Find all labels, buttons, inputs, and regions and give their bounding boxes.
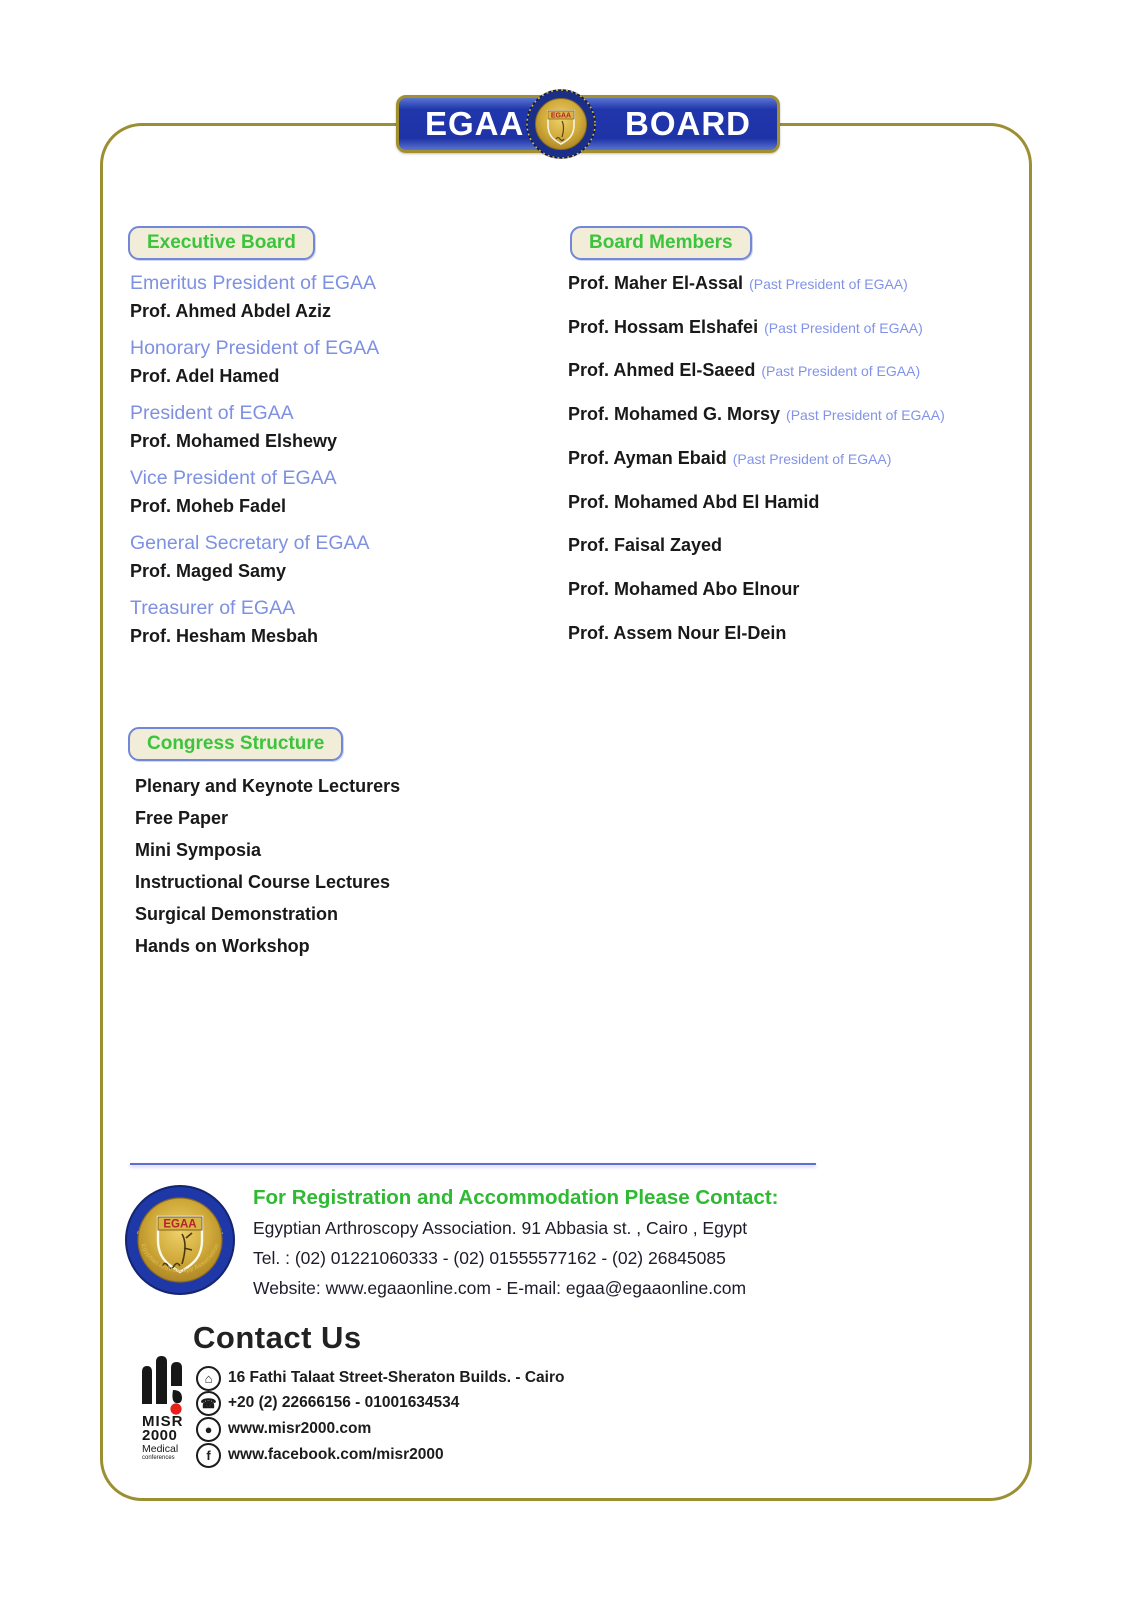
member-row [568, 579, 799, 600]
misr-2000-text: 2000 [142, 1427, 178, 1444]
member-row [568, 360, 920, 381]
person-name: Prof. Ahmed Abdel Aziz [130, 301, 332, 321]
past-president-note: (Past President of EGAA) [732, 451, 892, 467]
phone-icon: ☎ [196, 1391, 221, 1416]
logo-arc-text: Egyptian Arthroscopy Association [139, 1242, 221, 1275]
registration-phones: Tel. : (02) 01221060333 - (02) 01555577162 - (02) 26845085 [253, 1248, 726, 1268]
banner-logo-egaa-text: EGAA [550, 112, 572, 120]
section-label-congress-structure: Congress Structure [128, 727, 343, 761]
separator-line [130, 1163, 816, 1165]
house-icon: ⌂ [196, 1366, 221, 1391]
person-name: Prof. Ahmed El-Saeed [568, 360, 756, 380]
contact-us-title: Contact Us [193, 1320, 362, 1355]
globe-icon: ● [196, 1417, 221, 1442]
registration-heading: For Registration and Accommodation Please Contact: [253, 1186, 779, 1209]
egaa-association-logo [124, 1184, 236, 1296]
egaa-logo-icon [526, 89, 596, 159]
misr-conferences-text: conferences [142, 1455, 175, 1461]
registration-web-email: Website: www.egaaonline.com - E-mail: egaa@egaaonline.com [253, 1278, 747, 1298]
person-name: Prof. Mohamed G. Morsy [568, 404, 781, 424]
past-president-note: (Past President of EGAA) [764, 320, 923, 336]
role-label: President of EGAA [130, 402, 294, 424]
role-label: Vice President of EGAA [130, 467, 337, 489]
logo-egaa-text: EGAA [163, 1218, 197, 1231]
person-name: Prof. Ayman Ebaid [568, 448, 727, 468]
section-label-board-members: Board Members [570, 226, 752, 260]
congress-item: Instructional Course Lectures [135, 872, 391, 892]
misr-text: MISR [142, 1413, 184, 1430]
person-name: Prof. Faisal Zayed [568, 535, 723, 555]
past-president-note: (Past President of EGAA) [761, 363, 921, 379]
registration-address: Egyptian Arthroscopy Association. 91 Abbasia st. , Cairo , Egypt [253, 1218, 748, 1238]
role-label: Emeritus President of EGAA [130, 272, 377, 294]
person-name: Prof. Adel Hamed [130, 366, 280, 386]
congress-item: Mini Symposia [135, 840, 262, 860]
person-name: Prof. Assem Nour El-Dein [568, 623, 787, 643]
congress-item: Plenary and Keynote Lecturers [135, 776, 401, 796]
contact-facebook: www.facebook.com/misr2000 [228, 1446, 444, 1463]
person-name: Prof. Moheb Fadel [130, 496, 287, 516]
banner-board-label: BOARD [625, 105, 751, 142]
contact-address: 16 Fathi Talaat Street-Sheraton Builds. - Cairo [228, 1369, 565, 1386]
member-row [568, 535, 722, 556]
past-president-note: (Past President of EGAA) [749, 276, 908, 292]
member-row [568, 317, 923, 338]
role-label: General Secretary of EGAA [130, 532, 370, 554]
facebook-icon: f [196, 1443, 221, 1468]
role-label: Treasurer of EGAA [130, 597, 296, 619]
person-name: Prof. Mohamed Abo Elnour [568, 579, 800, 599]
misr2000-logo [140, 1356, 194, 1462]
role-label: Honorary President of EGAA [130, 337, 380, 359]
person-name: Prof. Maged Samy [130, 561, 287, 581]
banner-egaa-label: EGAA [425, 105, 525, 142]
congress-item: Surgical Demonstration [135, 904, 339, 924]
member-row [568, 492, 819, 513]
person-name: Prof. Maher El-Assal [568, 273, 744, 293]
congress-item: Hands on Workshop [135, 936, 310, 956]
misr-medical-text: Medical [142, 1443, 179, 1455]
contact-phone: +20 (2) 22666156 - 01001634534 [228, 1394, 460, 1411]
member-row [568, 448, 891, 469]
person-name: Prof. Mohamed Abd El Hamid [568, 492, 820, 512]
congress-item: Free Paper [135, 808, 229, 828]
member-row [568, 404, 945, 425]
member-row [568, 273, 908, 294]
section-label-executive-board: Executive Board [128, 226, 315, 260]
past-president-note: (Past President of EGAA) [786, 407, 945, 423]
person-name: Prof. Mohamed Elshewy [130, 431, 338, 451]
contact-website: www.misr2000.com [228, 1420, 372, 1437]
person-name: Prof. Hossam Elshafei [568, 317, 759, 337]
person-name: Prof. Hesham Mesbah [130, 626, 319, 646]
member-row [568, 623, 786, 644]
